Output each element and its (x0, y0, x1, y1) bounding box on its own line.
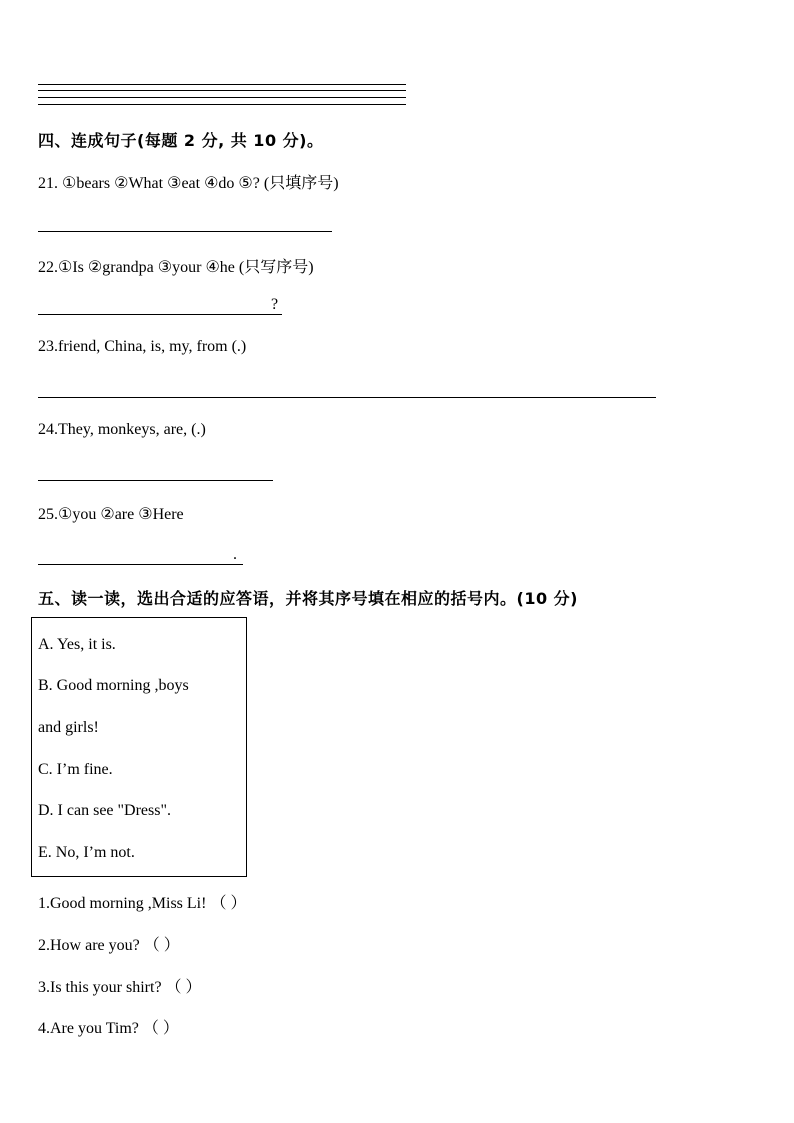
top-rule-4 (38, 104, 406, 105)
top-rule-2 (38, 90, 406, 91)
option-b-continued: and girls! (38, 719, 99, 736)
option-a: A. Yes, it is. (38, 636, 116, 653)
match-question-3: 3.Is this your shirt? （ ） (38, 979, 202, 996)
option-c: C. I’m fine. (38, 761, 113, 778)
answer-line-23[interactable] (38, 397, 656, 398)
option-e: E. No, I’m not. (38, 844, 135, 861)
answer-line-25[interactable] (38, 564, 243, 565)
match-question-1: 1.Good morning ,Miss Li! （ ） (38, 895, 247, 912)
section5-heading: 五、读一读，选出合适的应答语，并将其序号填在相应的括号内。(10 分) (38, 589, 578, 608)
option-d: D. I can see "Dress". (38, 802, 172, 819)
question-21: 21. ①bears ②What ③eat ④do ⑤? (只填序号) (38, 175, 339, 192)
question-23: 23.friend, China, is, my, from (.) (38, 338, 247, 355)
answer-line-21[interactable] (38, 231, 332, 232)
top-rule-1 (38, 84, 406, 85)
answer-line-22[interactable] (38, 314, 282, 315)
top-rule-3 (38, 97, 406, 98)
match-question-2: 2.How are you? （ ） (38, 937, 180, 954)
question-25-end-mark: . (233, 546, 237, 563)
answer-options-box (31, 617, 247, 877)
section4-heading: 四、连成句子(每题 2 分, 共 10 分)。 (38, 131, 324, 150)
question-22-end-mark: ? (271, 296, 279, 313)
question-24: 24.They, monkeys, are, (.) (38, 421, 206, 438)
answer-line-24[interactable] (38, 480, 273, 481)
option-b: B. Good morning ,boys (38, 677, 189, 694)
match-question-4: 4.Are you Tim? （ ） (38, 1020, 179, 1037)
question-25: 25.①you ②are ③Here (38, 506, 184, 523)
question-22: 22.①Is ②grandpa ③your ④he (只写序号) (38, 259, 314, 276)
